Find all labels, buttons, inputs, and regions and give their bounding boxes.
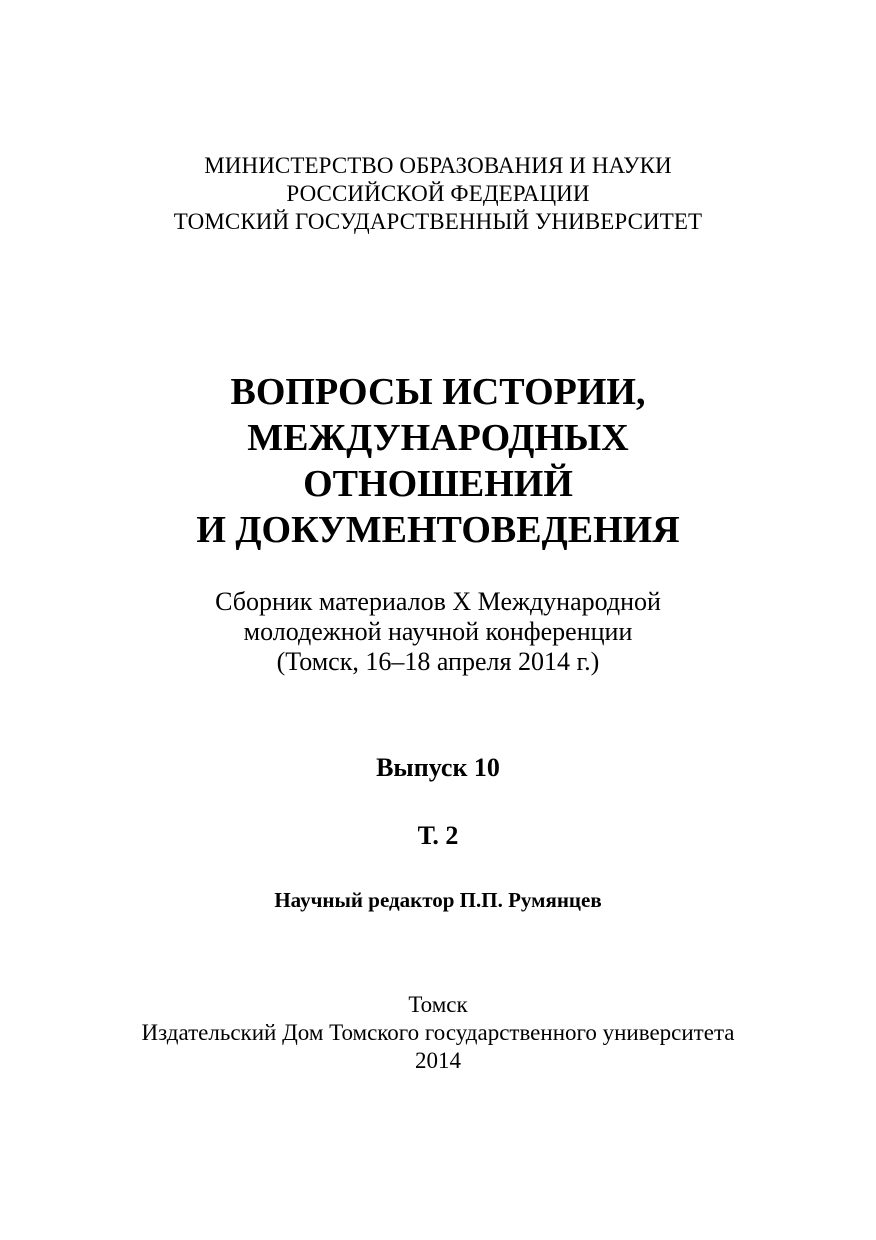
subtitle-line-2: молодежной научной конференции <box>243 617 633 646</box>
ministry-line-1: МИНИСТЕРСТВО ОБРАЗОВАНИЯ И НАУКИ <box>204 153 672 178</box>
book-title-line-1: ВОПРОСЫ ИСТОРИИ, <box>230 371 646 413</box>
book-title-line-2: МЕЖДУНАРОДНЫХ <box>247 417 629 459</box>
ministry-line-2: РОССИЙСКОЙ ФЕДЕРАЦИИ <box>286 181 590 206</box>
book-title-line-3: ОТНОШЕНИЙ <box>303 463 573 505</box>
book-title <box>0 369 876 553</box>
imprint <box>0 991 876 1075</box>
volume-number: Т. 2 <box>417 821 459 850</box>
book-subtitle <box>0 587 876 677</box>
subtitle-line-1: Сборник материалов X Международной <box>215 587 661 616</box>
imprint-year: 2014 <box>415 1048 461 1073</box>
issue-number: Выпуск 10 <box>376 753 500 782</box>
book-title-line-4: И ДОКУМЕНТОВЕДЕНИЯ <box>196 509 680 551</box>
university-name: ТОМСКИЙ ГОСУДАРСТВЕННЫЙ УНИВЕРСИТЕТ <box>173 209 703 234</box>
imprint-city: Томск <box>408 992 468 1017</box>
scientific-editor: Научный редактор П.П. Румянцев <box>274 888 602 912</box>
subtitle-line-3: (Томск, 16–18 апреля 2014 г.) <box>276 647 600 676</box>
ministry-header <box>0 152 876 236</box>
imprint-publisher: Издательский Дом Томского государственного университета <box>141 1020 735 1045</box>
